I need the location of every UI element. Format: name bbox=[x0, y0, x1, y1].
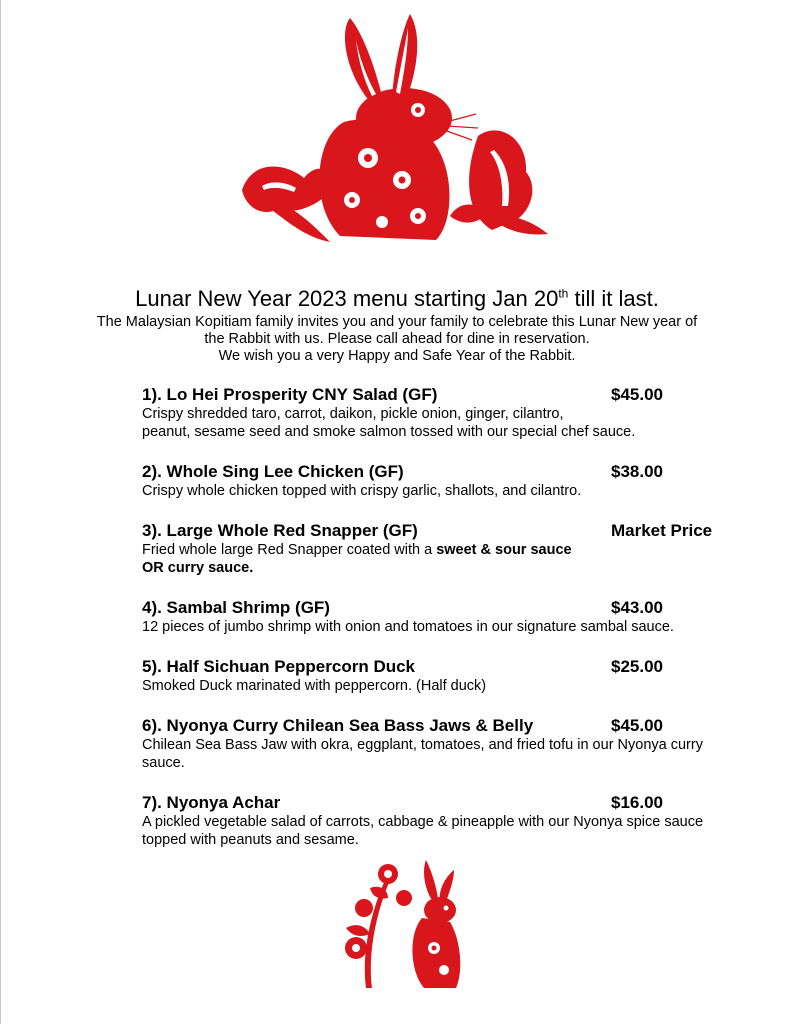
title-superscript: th bbox=[558, 286, 569, 301]
page-title bbox=[0, 286, 794, 312]
menu-item bbox=[142, 656, 762, 695]
title-end: till it last. bbox=[568, 286, 659, 311]
item-name: 3). Large Whole Red Snapper (GF) bbox=[142, 521, 418, 540]
item-name: 7). Nyonya Achar bbox=[142, 793, 281, 812]
menu-item bbox=[142, 520, 762, 577]
description-line: Chilean Sea Bass Jaw with okra, eggplant, tomatoes, and fried tofu in our Nyonya curry bbox=[142, 737, 703, 753]
item-name: 5). Half Sichuan Peppercorn Duck bbox=[142, 657, 416, 676]
page-edge bbox=[0, 0, 1, 1024]
item-description bbox=[142, 405, 762, 441]
description-line: Crispy whole chicken topped with crispy garlic, shallots, and cilantro. bbox=[142, 483, 582, 499]
intro-text bbox=[0, 314, 794, 365]
description-emphasis: sweet & sour sauce bbox=[436, 542, 572, 558]
item-description bbox=[142, 736, 762, 772]
title-main: Lunar New Year 2023 menu starting Jan 20 bbox=[135, 286, 559, 311]
description-line: sauce. bbox=[142, 755, 185, 771]
item-description bbox=[142, 541, 762, 577]
description-line: Crispy shredded taro, carrot, daikon, pickle onion, ginger, cilantro, bbox=[142, 406, 564, 422]
description-line: 12 pieces of jumbo shrimp with onion and tomatoes in our signature sambal sauce. bbox=[142, 619, 674, 635]
item-name: 6). Nyonya Curry Chilean Sea Bass Jaws & Belly bbox=[142, 716, 534, 735]
item-price: $16.00 bbox=[611, 793, 663, 812]
description-line: peanut, sesame seed and smoke salmon tossed with our special chef sauce. bbox=[142, 424, 636, 440]
menu-list bbox=[142, 384, 762, 869]
item-price: $45.00 bbox=[611, 716, 663, 735]
item-description bbox=[142, 813, 762, 849]
description-line bbox=[142, 559, 762, 577]
item-price: $25.00 bbox=[611, 657, 663, 676]
description-text: Fried whole large Red Snapper coated with a bbox=[142, 542, 437, 558]
item-name: 2). Whole Sing Lee Chicken (GF) bbox=[142, 462, 404, 481]
item-price: $38.00 bbox=[611, 462, 663, 481]
description-line: topped with peanuts and sesame. bbox=[142, 832, 359, 848]
menu-header bbox=[0, 286, 794, 365]
intro-line: We wish you a very Happy and Safe Year of the Rabbit. bbox=[218, 348, 576, 364]
menu-item bbox=[142, 597, 762, 636]
intro-line: the Rabbit with us. Please call ahead for dine in reservation. bbox=[204, 331, 590, 347]
rabbit-papercut-illustration bbox=[232, 10, 552, 250]
item-description bbox=[142, 482, 762, 500]
item-name: 1). Lo Hei Prosperity CNY Salad (GF) bbox=[142, 385, 438, 404]
intro-line: The Malaysian Kopitiam family invites you and your family to celebrate this Lunar New year of bbox=[96, 314, 698, 330]
item-description bbox=[142, 618, 762, 636]
menu-item bbox=[142, 715, 762, 772]
description-line: Smoked Duck marinated with peppercorn. (Half duck) bbox=[142, 678, 487, 694]
description-line bbox=[142, 541, 762, 559]
menu-item bbox=[142, 461, 762, 500]
rabbit-flower-papercut-illustration bbox=[326, 848, 476, 998]
item-name: 4). Sambal Shrimp (GF) bbox=[142, 598, 330, 617]
item-description bbox=[142, 677, 762, 695]
item-price: Market Price bbox=[611, 521, 713, 540]
menu-item bbox=[142, 384, 762, 441]
description-line: A pickled vegetable salad of carrots, cabbage & pineapple with our Nyonya spice sauce bbox=[142, 814, 704, 830]
item-price: $45.00 bbox=[611, 385, 663, 404]
item-price: $43.00 bbox=[611, 598, 663, 617]
menu-item bbox=[142, 792, 762, 849]
description-emphasis: OR curry sauce. bbox=[142, 560, 254, 576]
